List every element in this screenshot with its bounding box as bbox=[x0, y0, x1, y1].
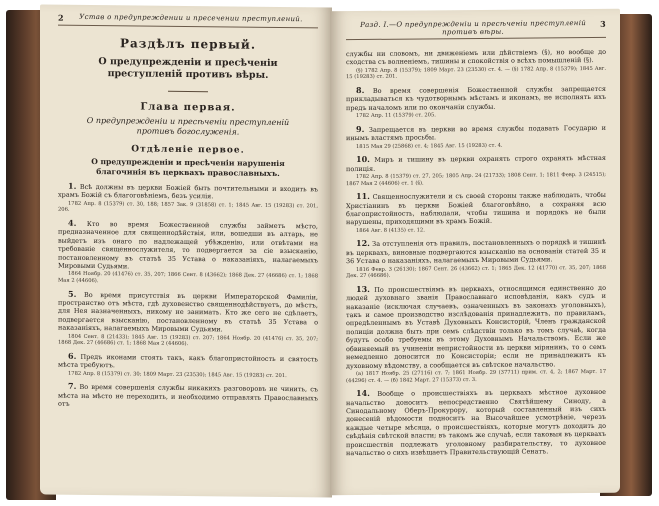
chapter-subtitle: О предупрежденіи и пресѣченіи преступленій противъ богослуженія. bbox=[86, 115, 290, 137]
article-number: 13. bbox=[356, 283, 370, 294]
article-citation: (а) 1817 Ноябр. 25 (27116) ст. 7; 1861 Ноябр. 29 (37711) прим. ст. 4, 2; 1867 Март. 17 (44296) ст. 4. — (б) 1842 Март. 27 (15373) ст. 3. bbox=[346, 368, 606, 384]
article-text: Миръ и тишину въ церкви охранять строго охранять мѣстная полиція. bbox=[346, 154, 606, 173]
article-text: Во время совершенія Божественной службы запрещается прикладываться къ чудотворнымъ мѣстамъ и иконамъ, не исполнять ихъ предъ началомъ или по окончаніи службы. bbox=[346, 84, 606, 112]
article bbox=[58, 219, 318, 287]
right-page-number: 3 bbox=[600, 18, 606, 29]
article-text: Священнослужители и съ своей стороны также наблюдать, чтобы Христіанинъ въ церкви Божіей благоговѣйно, а сохраняя всю благопристойность, наблюдали, чтобы тишина и порядокъ не были нарушены, приходящими въ храмъ Божій. bbox=[346, 191, 606, 227]
article bbox=[346, 123, 606, 151]
chapter-title: Глава первая. bbox=[140, 101, 236, 114]
left-page bbox=[40, 4, 332, 497]
article-text: За отступленія отъ правилъ, постановленныхъ о порядкѣ и тишинѣ въ церквахъ, виновные подвергаются взысканію на основаніи статей 35 и 36 Устава о наказаніяхъ, налагаемыхъ Мировыми Судьями. bbox=[346, 238, 606, 266]
article-text: Всѣ должны въ церкви Божіей быть почтительными и входить въ храмъ Божій съ благоговѣніемъ, безъ усилія. bbox=[58, 182, 318, 201]
left-page-number: 2 bbox=[58, 12, 64, 23]
article bbox=[346, 387, 606, 458]
article bbox=[58, 289, 318, 349]
article-citation: 1782 Апр. 8 (15379) ст. 30; 1809 Март. 23 (23530); 1845 Авг. 15 (19283) ст. 201. bbox=[68, 370, 287, 379]
article-number: 9. bbox=[356, 123, 365, 134]
article bbox=[58, 382, 318, 411]
article-number: 11. bbox=[356, 191, 370, 202]
article-text: Вообще о происшествіяхъ въ церквахъ мѣстное духовное начальство доноситъ непосредственно Святѣйшему Синоду, а Синодальному Оберъ-Прокурору, который составленный изъ сихъ донесеній вѣдомости подноситъ на Высочайшее усмотрѣніе, черезъ каждые четыре мѣсяца, о происшествіяхъ, которые могутъ доходить до свѣдѣнія свѣтской власти; въ такомъ же случаѣ, если таковыя въ церквахъ происшествія подлежатъ уголовному разбирательству, то духовное начальство о сихъ извѣщаетъ Правительствующій Сенатъ. bbox=[346, 387, 606, 458]
left-running-head bbox=[58, 13, 318, 29]
article-number: 5. bbox=[68, 288, 77, 299]
article-citation: 1864 Авг. 8 (4135) ст. 12. bbox=[356, 227, 425, 234]
article-citation: 1864 Ноябр. 20 (41476) ст. 35, 207; 1866 Сент. 8 (43662); 1868 Дек. 27 (46686) ст. 1; 1868 Мая 2 (44606). bbox=[58, 271, 318, 285]
article-citation: 1782 Апр. 8 (15379) ст. 27, 205; 1805 Апр. 24 (21733); 1808 Сент. 1; 1811 Февр. 3 (24515); 1867 Мая 2 (44606) ст. 1 (§). bbox=[346, 171, 606, 187]
department-subtitle: О предупрежденіи и пресѣченіи нарушенія благочинія въ церквахъ православныхъ. bbox=[91, 157, 285, 178]
article-text: По происшествіямъ въ церквахъ, относящимся единственно до людей духовнаго званія Православнаго исповѣданія, какъ судъ и наказаніе (исключая случаевъ, означенныхъ въ законахъ уголовныхъ), такъ и самое производство изслѣдованія принадлежитъ, по правиламъ, опредѣленнымъ въ Уставѣ Духовныхъ Консисторій, Членъ гражданской полиціи должна быть при семъ слѣдствіи только въ томъ случаѣ, когда будутъ особо требуемы въ этому Духовнымъ Начальствомъ. Если же обвиняемый въ учиненіи непристойности въ церкви мірянинъ, то о семъ немедленно доносится по Консисторіи; если не принадлежитъ къ духовному вѣдомству, а сообщается въ свѣтское начальство. bbox=[346, 283, 606, 370]
article bbox=[346, 84, 606, 120]
article-number: 8. bbox=[356, 84, 365, 96]
section-subtitle: О предупрежденіи и пресѣченіи преступленій противъ вѣры. bbox=[98, 56, 278, 81]
article-number: 7. bbox=[68, 381, 77, 392]
article-citation: 1782 Апр. 8 (15379) ст. 30, 188; 1857 Зак. 9 (31858) ст. 1; 1845 Авг. 15 (19283) ст. 201, 206. bbox=[58, 200, 318, 214]
article-text: Запрещается въ церкви во время службы подавать Государю и инымъ властямъ просьбы. bbox=[346, 123, 606, 143]
article-continuation bbox=[346, 48, 606, 81]
article-number: 10. bbox=[356, 154, 370, 165]
right-running-head bbox=[346, 19, 606, 40]
divider-rule bbox=[168, 91, 208, 92]
article-citation: 1782 Апр. 11 (15379) ст. 205. bbox=[356, 112, 436, 120]
article-citation: 1804 Сент. 8 (21433); 1845 Авг. 15 (19283) ст. 207; 1864 Ноябр. 20 (41476) ст. 35, 207; 1868 Дек. 27 (46686) ст. 1; 1868 Мая 2 (44606). bbox=[58, 333, 318, 348]
right-running-title: Разд. I.—О предупрежденіи и пресѣченіи преступленій противъ вѣры. bbox=[360, 19, 587, 37]
article bbox=[346, 283, 606, 385]
department-title: Отдѣленіе первое. bbox=[131, 144, 245, 156]
article-text: Во время присутствія въ церкви Императорской Фамиліи, пространство отъ мѣста, гдѣ духовенство священнодѣйствуетъ, до мѣстъ, для Нея назначенныхъ, никому не занимать. Кто же сего не сдѣлаетъ, подвергается взысканію, постановленному въ статьѣ 35 Устава о наказаніяхъ, налагаемыхъ Мировыми Судьями. bbox=[58, 290, 318, 334]
article bbox=[58, 352, 318, 380]
article-number: 12. bbox=[356, 238, 370, 249]
article bbox=[346, 237, 606, 280]
right-page bbox=[330, 9, 620, 496]
article-text: Кто во время Божественной службы займетъ мѣсто, предназначенное для священнодѣйствія, или, вошедши въ алтарь, не выйдетъ изъ онаго по надлежащей убѣжденію, или отвѣтами на требованіе священнослужителя, то подвергается за сіе взысканію, постановленному въ статьѣ 35 Устава о наказаніяхъ, налагаемыхъ Мировыми Судьями. bbox=[58, 219, 318, 271]
article bbox=[346, 190, 606, 234]
article-citation: 1815 Мая 29 (25868) ст. 4; 1845 Авг. 15 (19283) ст. 4. bbox=[356, 142, 503, 150]
article-number: 6. bbox=[68, 350, 77, 361]
left-running-title: Устав о предупреждении и пресечении преступлений. bbox=[79, 12, 303, 24]
article-number: 14. bbox=[356, 388, 370, 399]
article bbox=[346, 153, 606, 187]
article-text: Предъ иконами стоять такъ, какъ благопристойность и святость мѣста требуютъ. bbox=[58, 352, 318, 370]
article-number: 4. bbox=[68, 217, 77, 228]
article-citation: 1816 Февр. 3 (26130); 1867 Сент. 26 (43662) ст. 1; 1865 Дек. 12 (41770) ст. 35, 207; 1868 Дек. 27 (46686). bbox=[346, 264, 606, 280]
article bbox=[58, 182, 318, 217]
section-title: Раздѣлъ первый. bbox=[120, 36, 256, 52]
article-number: 1. bbox=[68, 180, 77, 191]
article-text: Во время совершенія службы никакихъ разговоровъ не чинить, съ мѣста на мѣсто не переходить, и необходимо отправлять Православныхъ отъ bbox=[58, 383, 318, 408]
article-citation: (§) 1782 Апр. 8 (15379); 1809 Март. 23 (23530) ст. 4. — (§) 1782 Апр. 8 (15379); 1845 Авг. 15 (19283) ст. 201. bbox=[346, 65, 606, 81]
continuation-text: службы ни словомъ, ни движеніемъ или дѣйствіемъ (§), но вообще до сходства съ волненіемъ, тишины и спокойствія о всѣхъ помышленій (§). bbox=[346, 47, 606, 67]
